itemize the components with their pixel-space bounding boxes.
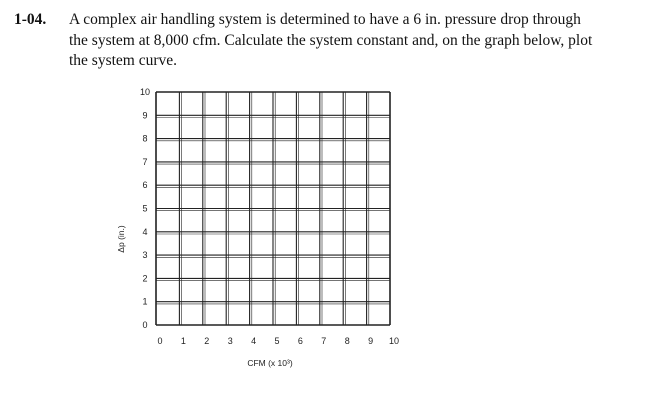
- x-tick-label: 0: [157, 336, 163, 346]
- x-tick-label: 3: [227, 336, 233, 346]
- x-tick-label: 1: [180, 336, 186, 346]
- x-tick-label: 2: [204, 336, 210, 346]
- x-tick-label: 8: [344, 336, 350, 346]
- y-axis-label: Δp (in.): [116, 225, 126, 253]
- y-tick-label: 7: [142, 156, 148, 167]
- y-tick-label: 1: [142, 296, 148, 307]
- y-tick-label: 3: [142, 250, 148, 261]
- x-tick-label: 6: [297, 336, 303, 346]
- x-tick-label: 7: [321, 336, 327, 346]
- x-axis-ticks: [157, 336, 399, 346]
- x-tick-label: 5: [274, 336, 280, 346]
- y-tick-label: 10: [139, 87, 151, 97]
- y-tick-label: 8: [142, 133, 148, 144]
- graph-grid: [156, 92, 390, 325]
- problem-line-2: the system at 8,000 cfm. Calculate the system constant and, on the graph below, plot: [69, 31, 593, 49]
- x-tick-label: 10: [388, 336, 400, 346]
- problem-line-1: A complex air handling system is determined to have a 6 in. pressure drop through: [69, 11, 581, 28]
- problem-number: 1-04.: [14, 11, 47, 28]
- y-tick-label: 6: [142, 180, 148, 191]
- problem-line-3: the system curve.: [69, 52, 178, 69]
- y-tick-label: 2: [142, 273, 148, 284]
- y-tick-label: 4: [142, 226, 148, 237]
- x-axis-label: CFM (x 10³): [247, 358, 293, 368]
- y-tick-label: 5: [142, 203, 148, 214]
- y-tick-label: 0: [142, 320, 148, 330]
- x-tick-label: 9: [368, 336, 374, 346]
- x-tick-label: 4: [251, 336, 257, 346]
- y-axis-ticks: [140, 87, 150, 330]
- y-tick-label: 9: [142, 110, 148, 121]
